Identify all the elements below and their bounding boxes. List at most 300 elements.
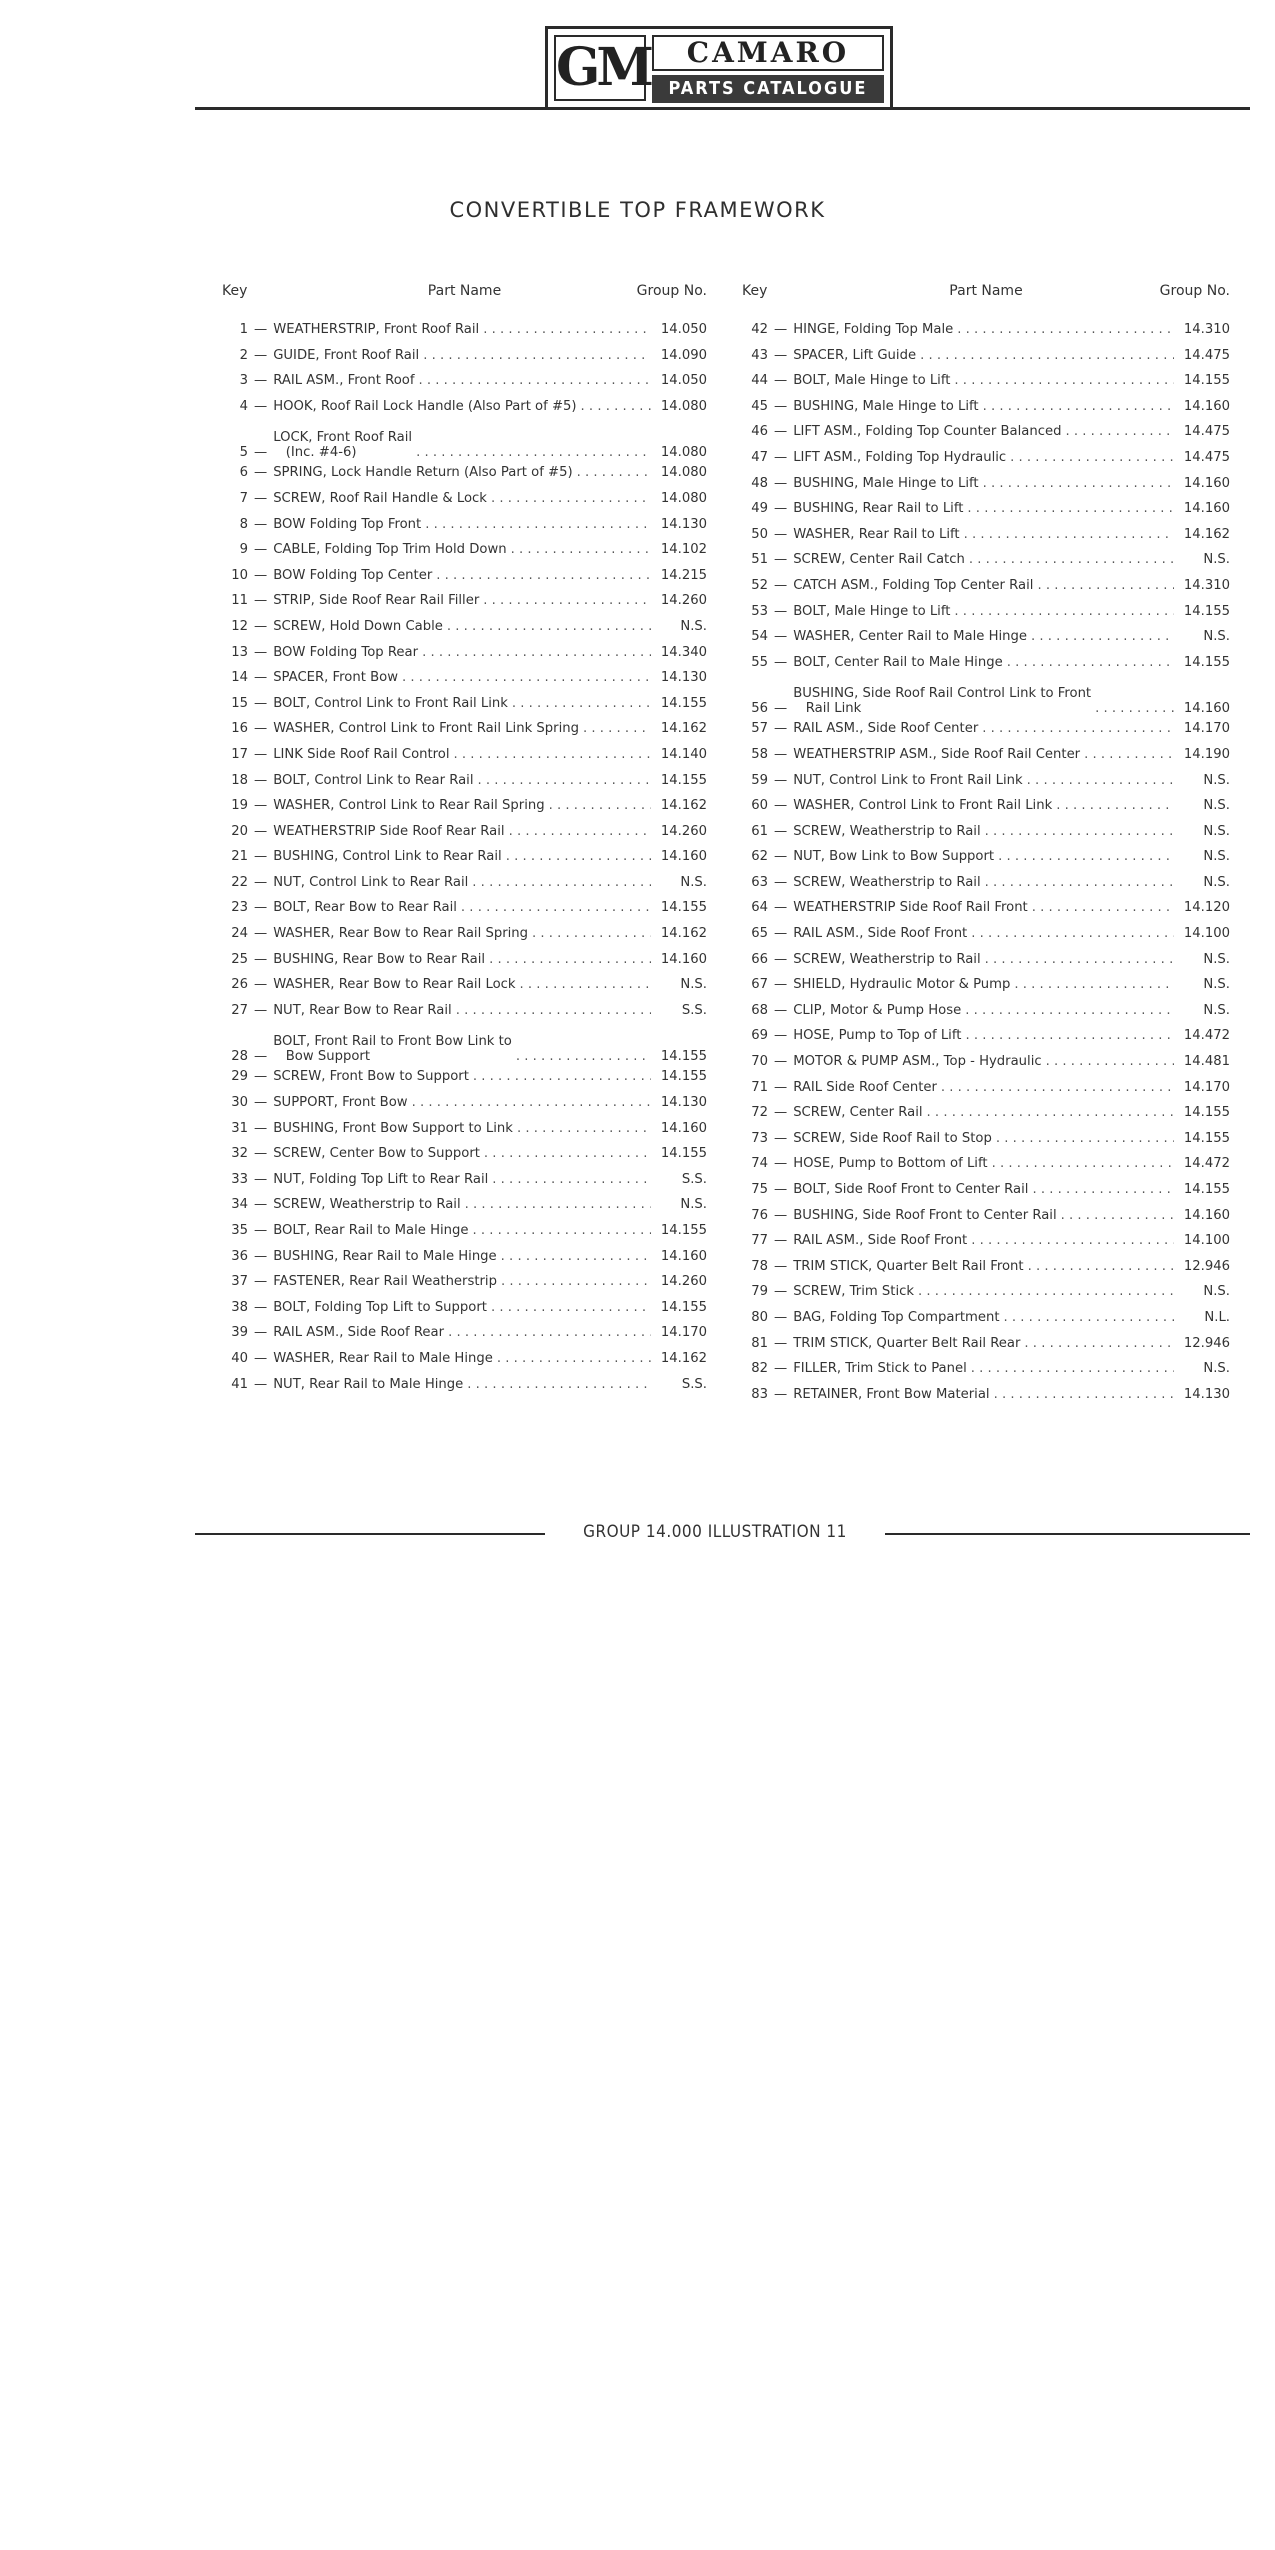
part-name: BUSHING, Side Roof Front to Center Rail — [793, 1207, 1057, 1223]
key-dash: — — [774, 449, 788, 465]
group-number: 14.155 — [1183, 603, 1230, 619]
header-rule — [195, 107, 1250, 110]
part-name: WEATHERSTRIP, Front Roof Rail — [273, 322, 480, 337]
part-name: BAG, Folding Top Compartment — [793, 1309, 1000, 1325]
group-number: N.S. — [680, 874, 707, 890]
part-key: 16 — [231, 721, 248, 737]
leader-dots — [983, 394, 1174, 420]
leader-dots — [941, 1075, 1174, 1101]
key-dash: — — [254, 1171, 268, 1187]
part-row — [742, 844, 1230, 870]
key-dash: — — [254, 373, 268, 389]
part-name: WASHER, Rear Rail to Lift — [793, 526, 960, 542]
key-dash: — — [774, 654, 788, 670]
key-dash: — — [254, 1095, 268, 1111]
part-row — [222, 665, 707, 691]
key-dash: — — [774, 977, 788, 993]
part-row — [222, 368, 707, 394]
group-number: 14.481 — [1183, 1054, 1230, 1070]
part-name: FASTENER, Rear Rail Weatherstrip — [273, 1274, 497, 1290]
part-key: 1 — [239, 322, 248, 337]
leader-dots — [448, 1320, 651, 1346]
key-dash: — — [254, 1120, 268, 1136]
key-dash: — — [774, 1054, 788, 1070]
group-number: 14.155 — [660, 695, 707, 711]
part-name: SCREW, Center Rail Catch — [793, 552, 965, 568]
key-dash: — — [254, 900, 268, 916]
part-row — [222, 1218, 707, 1244]
part-name: WEATHERSTRIP Side Roof Rail Front — [793, 900, 1028, 916]
part-row — [742, 1254, 1230, 1280]
part-key: 78 — [751, 1258, 768, 1274]
part-row — [742, 368, 1230, 394]
key-dash: — — [774, 926, 788, 942]
group-number: 14.160 — [1183, 1207, 1230, 1223]
group-number: 14.155 — [1183, 654, 1230, 670]
part-name: LINK Side Roof Rail Control — [273, 746, 450, 762]
group-number: 14.050 — [660, 373, 707, 389]
group-number: 14.160 — [1183, 700, 1230, 716]
key-dash: — — [254, 926, 268, 942]
leader-dots — [1084, 742, 1174, 768]
leader-dots — [918, 1279, 1174, 1305]
part-key: 4 — [239, 398, 248, 414]
part-key: 29 — [231, 1069, 248, 1085]
part-row — [222, 1372, 707, 1398]
key-dash: — — [774, 1182, 788, 1197]
leader-dots — [920, 343, 1174, 369]
leader-dots — [436, 563, 651, 589]
part-row — [222, 588, 707, 614]
column-header — [222, 283, 707, 307]
part-name: SCREW, Side Roof Rail to Stop — [793, 1130, 992, 1146]
part-key: 81 — [751, 1335, 768, 1351]
leader-dots — [927, 1100, 1174, 1126]
part-name: BUSHING, Front Bow Support to Link — [273, 1120, 513, 1136]
part-key: 80 — [751, 1309, 768, 1325]
part-row — [742, 998, 1230, 1024]
part-row — [742, 1356, 1230, 1382]
key-header: Key — [222, 283, 248, 299]
part-row — [222, 716, 707, 742]
leader-dots — [1014, 972, 1174, 998]
part-key: 83 — [751, 1386, 768, 1402]
group-number: 14.310 — [1183, 322, 1230, 337]
parts-column-right — [742, 283, 1230, 1407]
group-number: 14.162 — [660, 798, 707, 814]
part-row — [222, 1269, 707, 1295]
key-dash: — — [774, 1386, 788, 1402]
part-row — [742, 317, 1230, 343]
part-key: 58 — [751, 746, 768, 762]
leader-dots — [473, 1064, 651, 1090]
part-name: STRIP, Side Roof Rear Rail Filler — [273, 593, 480, 609]
group-number: N.S. — [680, 618, 707, 634]
part-row — [222, 640, 707, 666]
part-key: 62 — [751, 849, 768, 865]
part-name: SCREW, Center Rail — [793, 1105, 923, 1121]
part-key: 37 — [231, 1274, 248, 1290]
group-number: 14.160 — [660, 849, 707, 865]
group-number: 14.162 — [660, 1350, 707, 1366]
group-number: 14.190 — [1183, 746, 1230, 762]
leader-dots — [532, 921, 651, 947]
part-key: 31 — [231, 1120, 248, 1136]
part-name: NUT, Rear Rail to Male Hinge — [273, 1376, 464, 1392]
part-name: BUSHING, Control Link to Rear Rail — [273, 849, 502, 865]
part-key: 34 — [231, 1197, 248, 1213]
part-row — [222, 1141, 707, 1167]
group-number: 14.080 — [660, 444, 707, 460]
gm-camaro-logo — [545, 26, 893, 110]
group-number: 14.340 — [660, 644, 707, 660]
key-dash: — — [254, 1299, 268, 1315]
key-dash: — — [774, 900, 788, 916]
part-key: 45 — [751, 398, 768, 414]
leader-dots — [416, 446, 651, 461]
key-dash: — — [774, 1361, 788, 1377]
part-key: 21 — [231, 849, 248, 865]
part-key: 69 — [751, 1028, 768, 1044]
leader-dots — [957, 317, 1174, 343]
group-number: 14.155 — [660, 772, 707, 788]
part-name: CABLE, Folding Top Trim Hold Down — [273, 542, 507, 558]
part-row — [742, 1228, 1230, 1254]
part-name: WASHER, Control Link to Front Rail Link — [793, 798, 1053, 814]
part-key: 63 — [751, 874, 768, 890]
key-dash: — — [254, 644, 268, 660]
key-dash: — — [254, 721, 268, 737]
part-row — [742, 921, 1230, 947]
key-dash: — — [254, 618, 268, 634]
part-name: SCREW, Trim Stick — [793, 1284, 915, 1300]
key-dash: — — [254, 1248, 268, 1264]
leader-dots — [425, 512, 651, 538]
key-dash: — — [254, 1325, 268, 1341]
part-key: 3 — [239, 373, 248, 389]
key-dash: — — [254, 516, 268, 532]
key-dash: — — [774, 1233, 788, 1249]
part-name: BOLT, Rear Rail to Male Hinge — [273, 1223, 469, 1238]
group-number: S.S. — [681, 1002, 707, 1018]
group-number: N.S. — [1203, 1284, 1230, 1300]
group-number: 14.155 — [660, 1223, 707, 1238]
part-row — [742, 394, 1230, 420]
part-name: SUPPORT, Front Bow — [273, 1095, 408, 1111]
part-row — [742, 1279, 1230, 1305]
key-dash: — — [774, 322, 788, 337]
part-name: SHIELD, Hydraulic Motor & Pump — [793, 977, 1011, 993]
part-name: BUSHING, Rear Bow to Rear Rail — [273, 951, 486, 967]
key-dash: — — [774, 629, 788, 645]
part-row — [742, 870, 1230, 896]
part-key: 55 — [751, 654, 768, 670]
group-number: 14.475 — [1183, 424, 1230, 440]
part-key: 60 — [751, 798, 768, 814]
part-name: BOLT, Folding Top Lift to Support — [273, 1299, 487, 1315]
leader-dots — [1028, 1254, 1174, 1280]
leader-dots — [1007, 650, 1174, 676]
part-row — [742, 1305, 1230, 1331]
part-key: 10 — [231, 567, 248, 583]
part-key: 17 — [231, 746, 248, 762]
leader-dots — [998, 844, 1174, 870]
part-key: 27 — [231, 1002, 248, 1018]
part-key: 15 — [231, 695, 248, 711]
leader-dots — [992, 1151, 1174, 1177]
part-row — [742, 1075, 1230, 1101]
part-row — [742, 445, 1230, 471]
part-name: HINGE, Folding Top Male — [793, 322, 954, 337]
part-row — [222, 844, 707, 870]
key-dash: — — [774, 424, 788, 440]
group-number: 14.162 — [660, 721, 707, 737]
key-dash: — — [254, 398, 268, 414]
leader-dots — [1065, 419, 1174, 445]
part-key: 5 — [239, 444, 248, 460]
leader-dots — [472, 870, 651, 896]
part-row — [222, 998, 707, 1024]
key-dash: — — [774, 603, 788, 619]
group-number: 14.160 — [1183, 501, 1230, 517]
leader-dots — [982, 716, 1174, 742]
leader-dots — [461, 895, 651, 921]
leader-dots — [456, 998, 651, 1024]
leader-dots — [549, 793, 651, 819]
part-name: GUIDE, Front Roof Rail — [273, 347, 420, 363]
group-number: N.S. — [1203, 874, 1230, 890]
column-header — [742, 283, 1230, 307]
part-key: 70 — [751, 1054, 768, 1070]
part-row — [742, 895, 1230, 921]
leader-dots — [454, 742, 651, 768]
part-name: BOLT, Center Rail to Male Hinge — [793, 654, 1003, 670]
part-key: 20 — [231, 823, 248, 839]
group-number: 14.050 — [660, 322, 707, 337]
part-name: FILLER, Trim Stick to Panel — [793, 1361, 967, 1377]
key-dash: — — [254, 1274, 268, 1290]
leader-dots — [512, 691, 651, 717]
part-row — [222, 768, 707, 794]
part-row — [742, 547, 1230, 573]
part-key: 51 — [751, 552, 768, 568]
part-name: LIFT ASM., Folding Top Hydraulic — [793, 449, 1007, 465]
part-name: SCREW, Weatherstrip to Rail — [273, 1197, 461, 1213]
key-dash: — — [254, 798, 268, 814]
key-dash: — — [774, 721, 788, 737]
part-name: SCREW, Roof Rail Handle & Lock — [273, 490, 487, 506]
part-key: 7 — [239, 490, 248, 506]
key-dash: — — [254, 849, 268, 865]
group-number: 14.155 — [1183, 1182, 1230, 1197]
logo-camaro-text: CAMARO — [652, 35, 884, 71]
group-number: 14.260 — [660, 593, 707, 609]
part-name: RAIL Side Roof Center — [793, 1079, 937, 1095]
key-dash: — — [254, 977, 268, 993]
part-row — [222, 921, 707, 947]
part-row — [742, 742, 1230, 768]
part-row — [742, 1151, 1230, 1177]
leader-dots — [489, 947, 651, 973]
part-row — [222, 1320, 707, 1346]
part-name: CLIP, Motor & Pump Hose — [793, 1002, 962, 1018]
part-row — [742, 768, 1230, 794]
part-name: SCREW, Weatherstrip to Rail — [793, 951, 981, 967]
part-key: 47 — [751, 449, 768, 465]
part-name: BOLT, Control Link to Front Rail Link — [273, 695, 508, 711]
part-key: 14 — [231, 670, 248, 686]
part-name: SCREW, Weatherstrip to Rail — [793, 874, 981, 890]
group-number: N.S. — [680, 977, 707, 993]
part-row — [222, 537, 707, 563]
parts-list-left — [222, 317, 707, 1397]
group-number: 14.310 — [1183, 577, 1230, 593]
part-key: 71 — [751, 1079, 768, 1095]
group-number: 14.120 — [1183, 900, 1230, 916]
key-dash: — — [254, 1048, 268, 1064]
leader-dots — [954, 599, 1174, 625]
part-name: WASHER, Rear Bow to Rear Rail Lock — [273, 977, 516, 993]
part-name: TRIM STICK, Quarter Belt Rail Rear — [793, 1335, 1021, 1351]
key-dash: — — [774, 1284, 788, 1300]
group-number: 14.155 — [660, 1146, 707, 1162]
group-number: 14.080 — [660, 398, 707, 414]
leader-dots — [1024, 1331, 1174, 1357]
part-key: 64 — [751, 900, 768, 916]
page-title: CONVERTIBLE TOP FRAMEWORK — [449, 198, 826, 222]
key-dash: — — [254, 444, 268, 460]
group-number: N.S. — [680, 1197, 707, 1213]
leader-dots — [1031, 624, 1174, 650]
part-key: 25 — [231, 951, 248, 967]
group-number: 14.475 — [1183, 449, 1230, 465]
group-number: 14.130 — [660, 516, 707, 532]
part-name: RAIL ASM., Side Roof Rear — [273, 1325, 445, 1341]
part-key: 76 — [751, 1207, 768, 1223]
part-name-header: Part Name — [949, 283, 1023, 299]
group-number: 14.160 — [660, 1120, 707, 1136]
part-name: LIFT ASM., Folding Top Counter Balanced — [793, 424, 1062, 440]
group-number: 14.475 — [1183, 347, 1230, 363]
group-number: 12.946 — [1183, 1335, 1230, 1351]
part-key: 22 — [231, 874, 248, 890]
footer-rule-left — [195, 1533, 545, 1535]
part-row — [222, 614, 707, 640]
part-key: 74 — [751, 1156, 768, 1172]
key-dash: — — [774, 746, 788, 762]
part-key: 32 — [231, 1146, 248, 1162]
leader-dots — [501, 1244, 651, 1270]
part-row — [742, 1023, 1230, 1049]
part-row — [222, 486, 707, 512]
group-number: 14.102 — [660, 542, 707, 558]
part-name: BUSHING, Rear Rail to Male Hinge — [273, 1248, 497, 1264]
part-row — [222, 1244, 707, 1270]
leader-dots — [967, 496, 1174, 522]
leader-dots — [517, 1116, 651, 1142]
part-name: SPACER, Front Bow — [273, 670, 398, 686]
group-number: 14.090 — [660, 347, 707, 363]
part-row — [742, 573, 1230, 599]
group-no-header: Group No. — [636, 283, 707, 299]
part-name: WEATHERSTRIP ASM., Side Roof Rail Center — [793, 746, 1081, 762]
key-dash: — — [254, 347, 268, 363]
part-key: 24 — [231, 926, 248, 942]
part-row — [742, 819, 1230, 845]
group-number: 14.100 — [1183, 926, 1230, 942]
key-dash: — — [774, 577, 788, 593]
key-dash: — — [774, 798, 788, 814]
group-number: N.S. — [1203, 951, 1230, 967]
key-dash: — — [254, 1069, 268, 1085]
leader-dots — [985, 947, 1174, 973]
leader-dots — [985, 870, 1174, 896]
part-row — [222, 793, 707, 819]
part-row — [222, 317, 707, 343]
leader-dots — [509, 819, 651, 845]
leader-dots — [1061, 1203, 1174, 1229]
key-dash: — — [254, 874, 268, 890]
key-dash: — — [254, 567, 268, 583]
part-row — [742, 522, 1230, 548]
leader-dots — [506, 844, 651, 870]
leader-dots — [467, 1372, 651, 1398]
part-key: 8 — [239, 516, 248, 532]
key-dash: — — [254, 1350, 268, 1366]
leader-dots — [447, 614, 651, 640]
key-dash: — — [254, 1197, 268, 1213]
part-key: 12 — [231, 618, 248, 634]
part-name: RAIL ASM., Side Roof Center — [793, 721, 979, 737]
part-key: 2 — [239, 347, 248, 363]
key-dash: — — [774, 526, 788, 542]
part-key: 53 — [751, 603, 768, 619]
key-dash: — — [254, 465, 268, 481]
leader-dots — [1037, 573, 1174, 599]
leader-dots — [511, 537, 651, 563]
part-name: RETAINER, Front Bow Material — [793, 1386, 990, 1402]
part-name: WEATHERSTRIP Side Roof Rear Rail — [273, 823, 505, 839]
leader-dots — [983, 471, 1174, 497]
leader-dots — [478, 768, 651, 794]
group-number: N.S. — [1203, 977, 1230, 993]
part-key: 19 — [231, 798, 248, 814]
key-dash: — — [254, 1223, 268, 1238]
part-name: NUT, Control Link to Rear Rail — [273, 874, 469, 890]
part-key: 75 — [751, 1182, 768, 1197]
part-row — [222, 1064, 707, 1090]
part-key: 38 — [231, 1299, 248, 1315]
leader-dots — [971, 921, 1174, 947]
part-name: NUT, Bow Link to Bow Support — [793, 849, 995, 865]
part-name: SCREW, Front Bow to Support — [273, 1069, 469, 1085]
leader-dots — [483, 588, 651, 614]
key-dash: — — [254, 746, 268, 762]
key-dash: — — [774, 1156, 788, 1172]
part-key: 46 — [751, 424, 768, 440]
part-key: 36 — [231, 1248, 248, 1264]
part-row — [742, 496, 1230, 522]
part-key: 13 — [231, 644, 248, 660]
leader-dots — [501, 1269, 651, 1295]
leader-dots — [965, 998, 1174, 1024]
group-number: 14.155 — [1183, 1130, 1230, 1146]
key-dash: — — [774, 1258, 788, 1274]
leader-dots — [965, 1023, 1174, 1049]
part-key: 44 — [751, 373, 768, 389]
group-number: 14.260 — [660, 823, 707, 839]
part-row — [222, 343, 707, 369]
